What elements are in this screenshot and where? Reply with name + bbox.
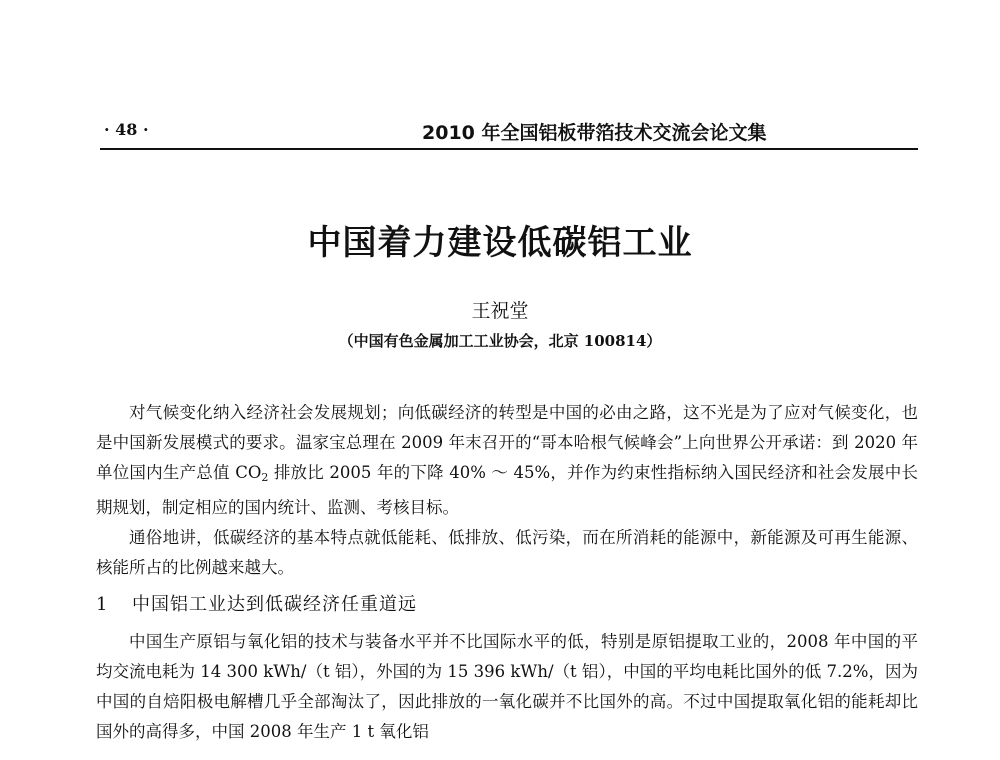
paragraph-intro-text: 对气候变化纳入经济社会发展规划；向低碳经济的转型是中国的必由之路，这不光是为了应对气候变化，也是中国新发展模式的要求。温家宝总理在 2009 年末召开的“哥本哈根气候峰会”上向世界公开承诺：到 2020 年单位国内生产总值 CO: [96, 403, 918, 482]
article-title: 中国着力建设低碳铝工业: [307, 223, 693, 263]
author-affiliation: （中国有色金属加工工业协会，北京 100814）: [338, 332, 662, 350]
section-title: 中国铝工业达到低碳经济任重道远: [132, 594, 417, 615]
paragraph-intro: [96, 398, 918, 523]
paragraph-intro-tail: 排放比 2005 年的下降 40% ～ 45%，并作为约束性指标纳入国民经济和社会发展中长期规划，制定相应的国内统计、监测、考核目标。: [96, 463, 918, 517]
author-name: 王祝堂: [471, 300, 529, 322]
article-body: [96, 398, 918, 747]
co2-subscript: 2: [261, 471, 269, 484]
paragraph-low-carbon: 通俗地讲，低碳经济的基本特点就低能耗、低排放、低污染，而在所消耗的能源中，新能源及可再生能源、核能所占的比例越来越大。: [96, 528, 918, 577]
page-number: · 48 ·: [104, 120, 149, 139]
section-heading-1: [96, 583, 918, 627]
running-header: [100, 118, 918, 150]
paragraph-section-1: 中国生产原铝与氧化铝的技术与装备水平并不比国际水平的低，特别是原铝提取工业的，2008 年中国的平均交流电耗为 14 300 kWh/（t 铝），外国的为 15 396 kWh/（t 铝），中国的平均电耗比国外的低 7.2%，因为中国的自焙阳极电解槽几乎全部淘汰了，因此排放的一氧化碳并不比国外的高。不过中国提取氧化铝的能耗却比国外的高得多，中国 2008 年生产 1 t 氧化铝: [96, 632, 918, 741]
section-number: 1: [96, 594, 109, 615]
journal-title: 2010 年全国铝板带箔技术交流会论文集: [422, 122, 767, 144]
